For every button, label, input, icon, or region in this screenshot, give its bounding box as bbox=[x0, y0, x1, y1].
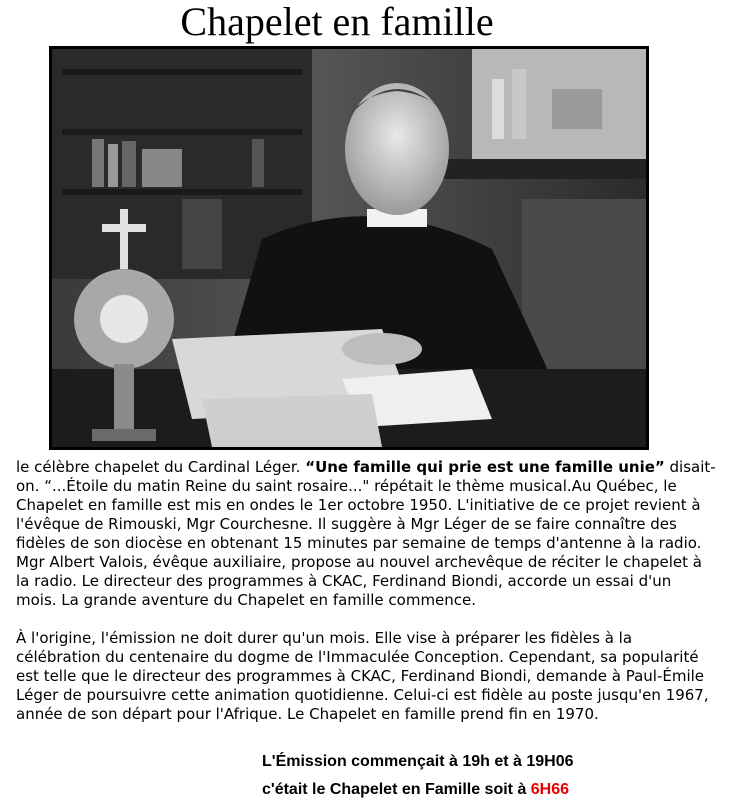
photo-of-priest-at-desk-icon bbox=[52, 49, 646, 447]
paragraph-2: À l'origine, l'émission ne doit durer qu'un mois. Elle vise à préparer les fidèles à la célébration du centenaire du dogme de l'Immaculée Conception. Cependant, sa popularité est telle que le directeur des programmes à CKAC, Ferdinand Biondi, demande à Paul-Émile Léger de poursuivre cette animation quotidienne. Celui-ci est fidèle au poste jusqu'en 1967, année de son départ pour l'Afrique. Le Chapelet en famille prend fin en 1970. bbox=[16, 629, 709, 723]
paragraph-1-rest: disait-on. “...Étoile du matin Reine du saint rosaire..." répétait le thème musical.Au Québec, le Chapelet en famille est mis en ondes le 1er octobre 1950. L'initiative de ce projet revient à l'évêque de Rimouski, Mgr Courchesne. Il suggère à Mgr Léger de se faire connaître des fidèles de son diocèse en obtenant 15 minutes par semaine de temps d'antenne à la radio. Mgr Albert Valois, évêque auxiliaire, propose au nouvel archevêque de réciter le chapelet à la radio. Le directeur des programmes à CKAC, Ferdinand Biondi, accorde un essai d'un mois. La grande aventure du Chapelet en famille commence. bbox=[16, 458, 716, 609]
chapelet-time-line bbox=[262, 780, 569, 800]
paragraph-1-intro: le célèbre chapelet du Cardinal Léger. bbox=[16, 458, 306, 476]
quote: “Une famille qui prie est une famille unie” bbox=[305, 458, 665, 476]
chapelet-time-prefix: c'était le Chapelet en Famille soit à bbox=[262, 781, 531, 798]
article-text bbox=[16, 458, 716, 743]
paragraph-1 bbox=[16, 458, 716, 610]
page-title: Chapelet en famille bbox=[180, 0, 494, 44]
broadcast-time-line: L'Émission commençait à 19h et à 19H06 bbox=[262, 753, 574, 770]
chapelet-time-highlight: 6H66 bbox=[530, 781, 570, 798]
photo-frame bbox=[49, 46, 649, 450]
